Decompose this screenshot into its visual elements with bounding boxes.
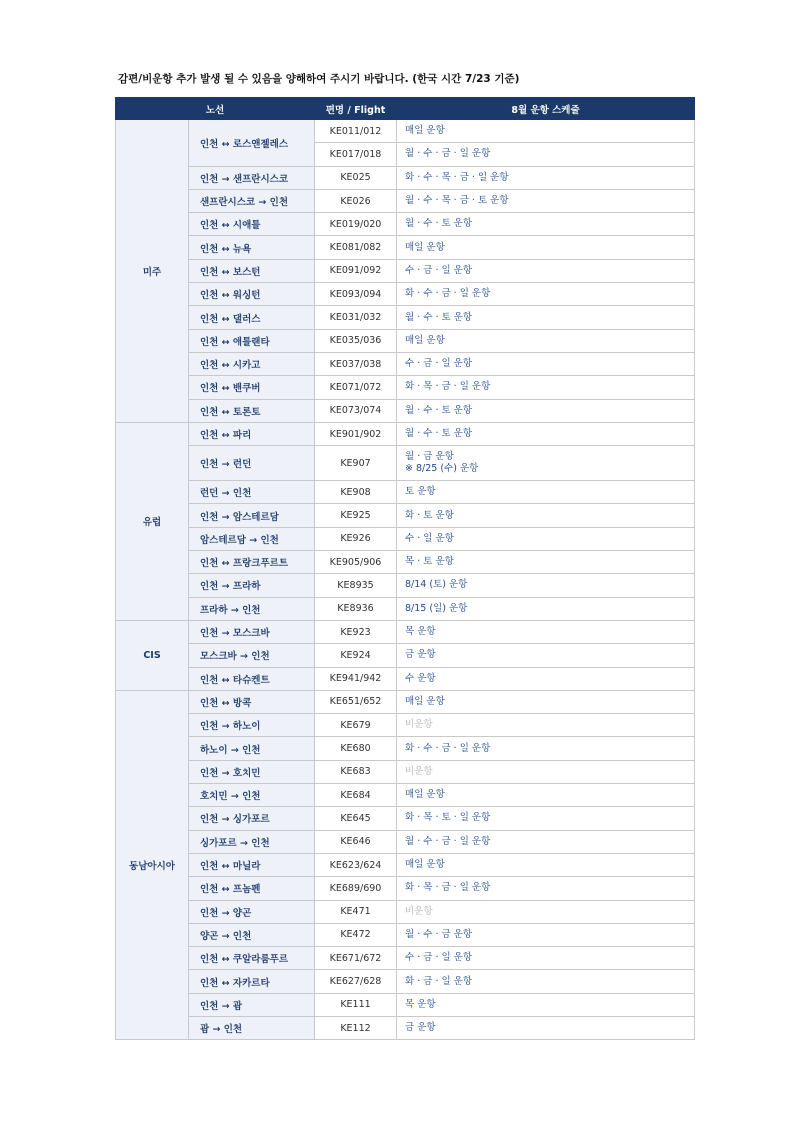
table-row	[116, 760, 695, 783]
flight-number-cell: KE019/020	[315, 213, 397, 236]
flight-number-cell: KE011/012	[315, 120, 397, 143]
route-cell: 인천 → 런던	[189, 446, 315, 481]
route-cell: 인천 ↔ 밴쿠버	[189, 376, 315, 399]
table-row	[116, 236, 695, 259]
route-cell: 인천 ↔ 워싱턴	[189, 283, 315, 306]
table-row	[116, 877, 695, 900]
route-cell: 암스테르담 → 인천	[189, 527, 315, 550]
flight-number-cell: KE924	[315, 644, 397, 667]
flight-number-cell: KE112	[315, 1016, 397, 1039]
table-row	[116, 446, 695, 481]
route-cell: 인천 → 호치민	[189, 760, 315, 783]
route-cell: 인천 ↔ 파리	[189, 422, 315, 445]
schedule-cell: 수 운항	[397, 667, 695, 690]
route-cell: 인천 ↔ 마닐라	[189, 853, 315, 876]
table-row	[116, 422, 695, 445]
flight-number-cell: KE8936	[315, 597, 397, 620]
route-cell: 인천 ↔ 로스앤젤레스	[189, 120, 315, 167]
schedule-cell: 비운항	[397, 900, 695, 923]
flight-number-cell: KE684	[315, 784, 397, 807]
flight-number-cell: KE025	[315, 166, 397, 189]
schedule-cell: 매일 운항	[397, 690, 695, 713]
flight-number-cell: KE031/032	[315, 306, 397, 329]
schedule-cell: 목 운항	[397, 993, 695, 1016]
route-cell: 인천 → 프라하	[189, 574, 315, 597]
flight-number-cell: KE671/672	[315, 947, 397, 970]
route-cell: 인천 ↔ 타슈켄트	[189, 667, 315, 690]
flight-number-cell: KE627/628	[315, 970, 397, 993]
table-row	[116, 352, 695, 375]
table-row	[116, 620, 695, 643]
table-row	[116, 737, 695, 760]
route-cell: 인천 → 싱가포르	[189, 807, 315, 830]
flight-number-cell: KE8935	[315, 574, 397, 597]
schedule-cell: 화 · 목 · 토 · 일 운항	[397, 807, 695, 830]
schedule-cell: 8/14 (토) 운항	[397, 574, 695, 597]
schedule-cell: 목 · 토 운항	[397, 551, 695, 574]
route-cell: 인천 → 양곤	[189, 900, 315, 923]
schedule-cell: 목 운항	[397, 620, 695, 643]
table-row	[116, 644, 695, 667]
route-cell: 인천 ↔ 방콕	[189, 690, 315, 713]
schedule-cell	[397, 446, 695, 481]
schedule-cell: 매일 운항	[397, 853, 695, 876]
flight-number-cell: KE093/094	[315, 283, 397, 306]
flight-number-cell: KE905/906	[315, 551, 397, 574]
schedule-cell: 매일 운항	[397, 236, 695, 259]
route-cell: 인천 → 괌	[189, 993, 315, 1016]
region-cell: 유럽	[116, 422, 189, 620]
route-cell: 인천 ↔ 프랑크푸르트	[189, 551, 315, 574]
flight-schedule-table	[115, 97, 695, 1040]
flight-number-cell: KE683	[315, 760, 397, 783]
table-row	[116, 189, 695, 212]
header-route: 노선	[116, 98, 315, 120]
header-flight: 편명 / Flight	[315, 98, 397, 120]
route-cell: 괌 → 인천	[189, 1016, 315, 1039]
table-row	[116, 597, 695, 620]
schedule-cell: 금 운항	[397, 1016, 695, 1039]
table-row	[116, 574, 695, 597]
table-row	[116, 551, 695, 574]
route-cell: 런던 → 인천	[189, 481, 315, 504]
flight-number-cell: KE907	[315, 446, 397, 481]
table-row	[116, 947, 695, 970]
schedule-cell: 화 · 금 · 일 운항	[397, 970, 695, 993]
table-row	[116, 329, 695, 352]
route-cell: 하노이 → 인천	[189, 737, 315, 760]
flight-number-cell: KE646	[315, 830, 397, 853]
flight-number-cell: KE925	[315, 504, 397, 527]
flight-number-cell: KE689/690	[315, 877, 397, 900]
schedule-cell: 화 · 수 · 금 · 일 운항	[397, 737, 695, 760]
schedule-cell: 월 · 수 · 토 운항	[397, 213, 695, 236]
table-row	[116, 830, 695, 853]
schedule-note: ※ 8/25 (수) 운항	[405, 463, 479, 475]
region-cell: 동남아시아	[116, 690, 189, 1039]
schedule-cell: 수 · 금 · 일 운항	[397, 947, 695, 970]
schedule-cell: 월 · 수 · 목 · 금 · 토 운항	[397, 189, 695, 212]
route-cell: 인천 ↔ 애틀랜타	[189, 329, 315, 352]
table-row	[116, 259, 695, 282]
table-row	[116, 807, 695, 830]
flight-number-cell: KE926	[315, 527, 397, 550]
flight-number-cell: KE037/038	[315, 352, 397, 375]
schedule-cell: 화 · 수 · 목 · 금 · 일 운항	[397, 166, 695, 189]
schedule-cell: 월 · 수 · 금 운항	[397, 923, 695, 946]
route-cell: 인천 ↔ 시카고	[189, 352, 315, 375]
schedule-cell: 8/15 (일) 운항	[397, 597, 695, 620]
route-cell: 싱가포르 → 인천	[189, 830, 315, 853]
table-row	[116, 900, 695, 923]
route-cell: 인천 → 모스크바	[189, 620, 315, 643]
schedule-cell: 금 운항	[397, 644, 695, 667]
table-row	[116, 667, 695, 690]
schedule-cell: 화 · 목 · 금 · 일 운항	[397, 877, 695, 900]
schedule-cell: 월 · 수 · 토 운항	[397, 399, 695, 422]
flight-number-cell: KE035/036	[315, 329, 397, 352]
table-row	[116, 690, 695, 713]
route-cell: 인천 ↔ 자카르타	[189, 970, 315, 993]
table-row	[116, 399, 695, 422]
region-cell: CIS	[116, 620, 189, 690]
route-cell: 인천 ↔ 댈러스	[189, 306, 315, 329]
schedule-cell: 화 · 목 · 금 · 일 운항	[397, 376, 695, 399]
flight-number-cell: KE680	[315, 737, 397, 760]
flight-number-cell: KE073/074	[315, 399, 397, 422]
schedule-cell: 매일 운항	[397, 329, 695, 352]
schedule-cell: 비운항	[397, 760, 695, 783]
notice-text: 감편/비운항 추가 발생 될 수 있음을 양해하여 주시기 바랍니다. (한국 시간 7/23 기준)	[118, 73, 520, 85]
route-cell: 샌프란시스코 → 인천	[189, 189, 315, 212]
flight-number-cell: KE651/652	[315, 690, 397, 713]
flight-number-cell: KE081/082	[315, 236, 397, 259]
table-row	[116, 376, 695, 399]
flight-number-cell: KE623/624	[315, 853, 397, 876]
schedule-cell: 수 · 일 운항	[397, 527, 695, 550]
route-cell: 인천 ↔ 토론토	[189, 399, 315, 422]
flight-number-cell: KE111	[315, 993, 397, 1016]
table-row	[116, 1016, 695, 1039]
table-row	[116, 784, 695, 807]
schedule-cell: 화 · 수 · 금 · 일 운항	[397, 283, 695, 306]
route-cell: 인천 → 하노이	[189, 714, 315, 737]
region-cell: 미주	[116, 120, 189, 423]
schedule-cell: 수 · 금 · 일 운항	[397, 352, 695, 375]
table-row	[116, 923, 695, 946]
route-cell: 모스크바 → 인천	[189, 644, 315, 667]
schedule-cell: 비운항	[397, 714, 695, 737]
table-row	[116, 993, 695, 1016]
route-cell: 인천 ↔ 쿠알라룸푸르	[189, 947, 315, 970]
flight-number-cell: KE091/092	[315, 259, 397, 282]
flight-number-cell: KE908	[315, 481, 397, 504]
route-cell: 인천 → 암스테르담	[189, 504, 315, 527]
schedule-cell: 매일 운항	[397, 784, 695, 807]
flight-number-cell: KE941/942	[315, 667, 397, 690]
table-row	[116, 166, 695, 189]
table-row	[116, 120, 695, 143]
flight-number-cell: KE679	[315, 714, 397, 737]
schedule-cell: 화 · 토 운항	[397, 504, 695, 527]
flight-number-cell: KE026	[315, 189, 397, 212]
route-cell: 인천 ↔ 뉴욕	[189, 236, 315, 259]
flight-number-cell: KE017/018	[315, 143, 397, 166]
flight-number-cell: KE645	[315, 807, 397, 830]
route-cell: 호치민 → 인천	[189, 784, 315, 807]
table-row	[116, 481, 695, 504]
route-cell: 인천 ↔ 보스턴	[189, 259, 315, 282]
table-body	[116, 120, 695, 1040]
table-row	[116, 970, 695, 993]
schedule-cell: 토 운항	[397, 481, 695, 504]
flight-number-cell: KE472	[315, 923, 397, 946]
table-row	[116, 853, 695, 876]
table-row	[116, 527, 695, 550]
table-header-row	[116, 98, 695, 120]
table-row	[116, 283, 695, 306]
schedule-cell: 월 · 수 · 금 · 일 운항	[397, 143, 695, 166]
route-cell: 양곤 → 인천	[189, 923, 315, 946]
route-cell: 프라하 → 인천	[189, 597, 315, 620]
route-cell: 인천 → 샌프란시스코	[189, 166, 315, 189]
route-cell: 인천 ↔ 프놈펜	[189, 877, 315, 900]
table-row	[116, 213, 695, 236]
flight-number-cell: KE901/902	[315, 422, 397, 445]
route-cell: 인천 ↔ 시애틀	[189, 213, 315, 236]
flight-number-cell: KE471	[315, 900, 397, 923]
table-row	[116, 306, 695, 329]
flight-number-cell: KE071/072	[315, 376, 397, 399]
schedule-line: 월 · 금 운항	[405, 451, 454, 463]
schedule-cell: 수 · 금 · 일 운항	[397, 259, 695, 282]
schedule-cell: 월 · 수 · 토 운항	[397, 422, 695, 445]
header-schedule: 8월 운항 스케줄	[397, 98, 695, 120]
schedule-cell: 매일 운항	[397, 120, 695, 143]
schedule-cell: 월 · 수 · 토 운항	[397, 306, 695, 329]
flight-number-cell: KE923	[315, 620, 397, 643]
table-row	[116, 504, 695, 527]
table-row	[116, 714, 695, 737]
schedule-cell: 월 · 수 · 금 · 일 운항	[397, 830, 695, 853]
